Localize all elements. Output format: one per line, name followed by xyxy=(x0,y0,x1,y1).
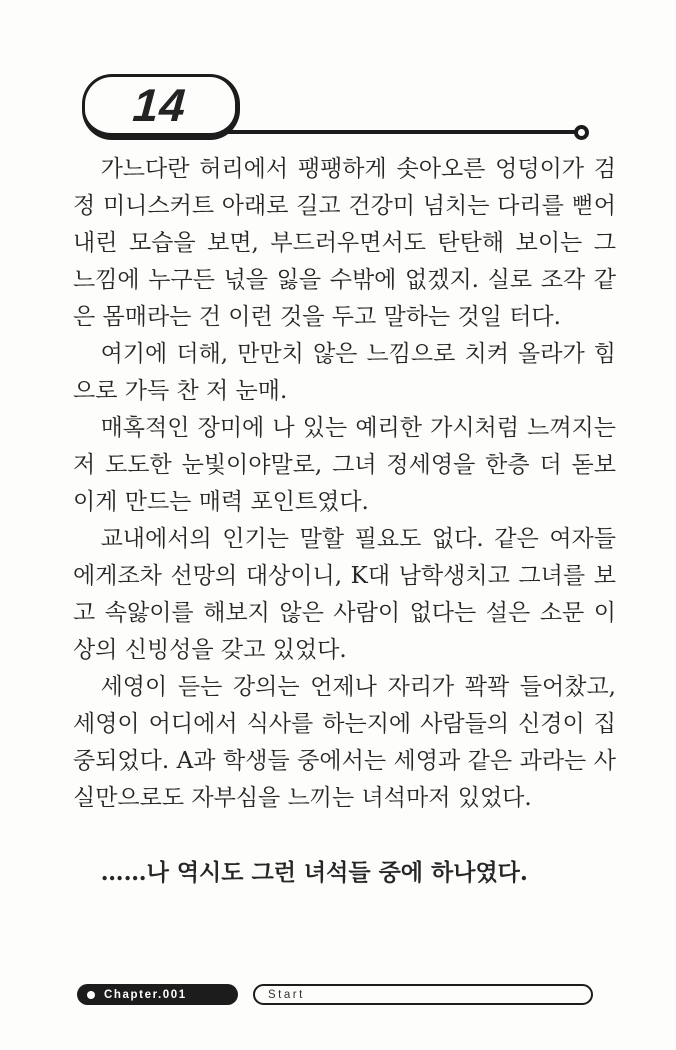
chapter-header xyxy=(0,0,676,150)
paragraph: 세영이 듣는 강의는 언제나 자리가 꽉꽉 들어찼고, 세영이 어디에서 식사를 하는지에 사람들의 신경이 집중되었다. A과 학생들 중에서는 세영과 같은 과라는 사실만으로도 자부심을 느끼는 녀석마저 있었다. xyxy=(73,674,616,811)
chapter-number-box xyxy=(82,74,240,140)
chapter-badge-label: Chapter.001 xyxy=(104,989,187,1001)
page-footer xyxy=(0,982,676,1008)
bullet-dot-icon xyxy=(87,991,95,999)
paragraph: 교내에서의 인기는 말할 필요도 없다. 같은 여자들에게조차 선망의 대상이니, K대 남학생치고 그녀를 보고 속앓이를 해보지 않은 사람이 없다는 설은 소문 이상의 신빙성을 갖고 있었다. xyxy=(73,526,616,663)
chapter-number: 14 xyxy=(131,79,189,131)
start-progress-bar xyxy=(253,984,593,1005)
body-text xyxy=(73,151,616,891)
paragraph: 매혹적인 장미에 나 있는 예리한 가시처럼 느껴지는 저 도도한 눈빛이야말로, 그녀 정세영을 한층 더 돋보이게 만드는 매력 포인트였다. xyxy=(73,415,616,515)
paragraph: 가느다란 허리에서 팽팽하게 솟아오른 엉덩이가 검정 미니스커트 아래로 길고 건강미 넘치는 다리를 뻗어 내린 모습을 보면, 부드러우면서도 탄탄해 보이는 그 느낌에 누구든 넋을 잃을 수밖에 없겠지. 실로 조각 같은 몸매라는 건 이런 것을 두고 말하는 것일 터다. xyxy=(73,156,616,330)
paragraph: 여기에 더해, 만만치 않은 느낌으로 치켜 올라가 힘으로 가득 찬 저 눈매. xyxy=(73,341,616,404)
ring-end-icon xyxy=(574,125,589,140)
chapter-badge xyxy=(77,984,238,1005)
start-progress-label: Start xyxy=(268,989,305,1001)
paragraph: ……나 역시도 그런 녀석들 중에 하나였다. xyxy=(100,859,528,886)
